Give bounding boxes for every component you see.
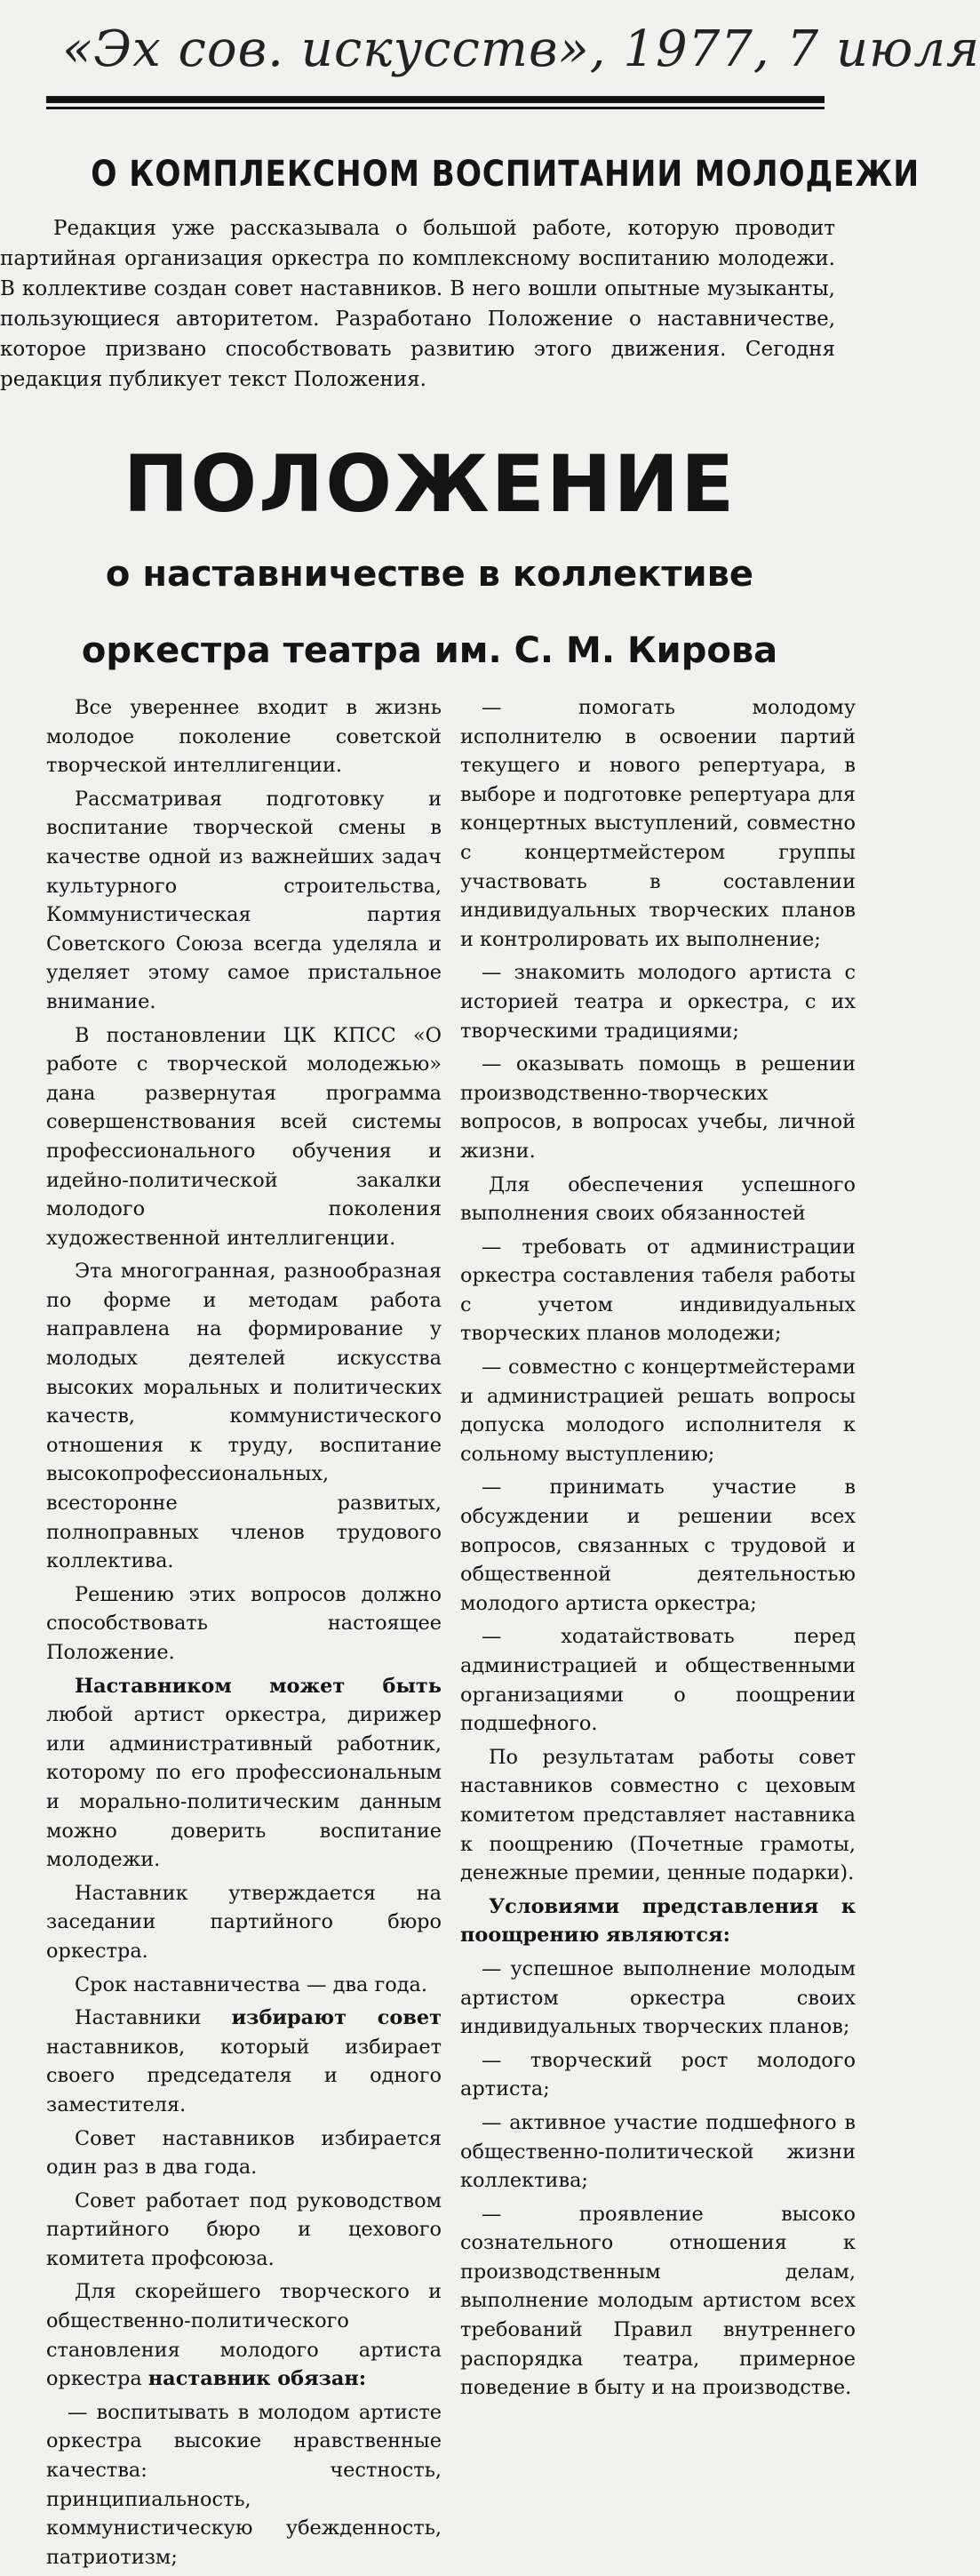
handwritten-source-note: «Эх сов. искусств», 1977, 7 июля <box>62 20 980 78</box>
list-item: — знакомить молодого артиста с историей театра и оркестра, с их творческими традициями; <box>460 961 856 1043</box>
list-item: — оказывать помощь в решении производственно-творческих вопросов, в вопросах учебы, личной жизни. <box>460 1052 856 1163</box>
list-item: — активное участие подшефного в общественно-политической жизни коллектива; <box>460 2110 856 2193</box>
paragraph-text: Наставники <box>75 2006 232 2030</box>
paragraph-text: Для скорейшего творческого и общественно-политического становления молодого артиста оркестра <box>46 2280 442 2391</box>
paragraph: По результатам работы совет наставников совместно с цеховым комитетом представляет наставника к поощрению (Почетные грамоты, денежные премии, ценные подарки). <box>460 1745 856 1885</box>
article-heading: О КОМПЛЕКСНОМ ВОСПИТАНИИ МОЛОДЕЖИ <box>91 154 920 195</box>
right-column <box>460 693 856 2407</box>
paragraph: Наставник утверждается на заседании партийного бюро оркестра. <box>46 1881 442 1963</box>
top-rule-thin <box>46 107 825 109</box>
list-item: — проявление высоко сознательного отношения к производственным делам, выполнение молодым артистом всех требований Правил внутреннего распорядка театра, примерное поведение в быту и на производстве. <box>460 2202 856 2400</box>
document-subtitle-line1: о наставничестве в коллективе <box>105 554 754 595</box>
list-item: — совместно с концертмейстерами и администрацией решать вопросы допуска молодого исполнителя к сольному выступлению; <box>460 1356 856 1466</box>
paragraph: Для обеспечения успешного выполнения своих обязанностей <box>460 1172 856 1226</box>
paragraph: Решению этих вопросов должно способствовать настоящее Положение. <box>46 1582 442 1664</box>
paragraph: Срок наставничества — два года. <box>75 1972 427 1996</box>
list-item: — принимать участие в обсуждении и решении всех вопросов, связанных с трудовой и общественной деятельностью молодого артиста оркестра; <box>460 1476 856 1615</box>
paragraph-text: наставников, который избирает своего председателя и одного заместителя. <box>46 2035 442 2116</box>
paragraph <box>46 2277 442 2393</box>
editorial-intro: Редакция уже рассказывала о большой работе, которую проводит партийная организация оркестра по комплексному воспитанию молодежи. В коллективе создан совет наставников. В него вошли опытные музыканты, пользующиеся авторитетом. Разработано Положение о наставничестве, которое призвано способствовать развитию этого движения. Сегодня редакция публикует текст Положения. <box>0 217 835 391</box>
bold-lead: избирают совет <box>231 2006 442 2030</box>
left-column <box>46 693 442 2576</box>
list-item: — требовать от администрации оркестра составления табеля работы с учетом индивидуальных творческих планов молодежи; <box>460 1235 856 1346</box>
paragraph-text: любой артист оркестра, дирижер или административный работник, которому по его профессиональным и морально-политическим данным можно доверить воспитание молодежи. <box>46 1703 442 1872</box>
paragraph: Совет наставников избирается один раз в два года. <box>46 2126 442 2180</box>
list-item: — помогать молодому исполнителю в освоении партий текущего и нового репертуара, в выборе и подготовке репертуара для концертных выступлений, совместно с концертмейстером группы участвовать в составлении индивидуальных творческих планов и контролировать их выполнение; <box>460 696 856 951</box>
document-subtitle-line2: оркестра театра им. С. М. Кирова <box>81 630 778 671</box>
list-item: — воспитывать в молодом артисте оркестра высокие нравственные качества: честность, принципиальность, коммунистическую убежденность, патриотизм; <box>46 2400 442 2569</box>
list-item: — ходатайствовать перед администрацией и общественными организациями о поощрении подшефного. <box>460 1625 856 1736</box>
document-title: ПОЛОЖЕНИЕ <box>123 438 737 530</box>
paragraph: Рассматривая подготовку и воспитание творческой смены в качестве одной из важнейших задач культурного строительства, Коммунистическая партия Советского Союза всегда уделяла и уделяет этому самое пристальное внимание. <box>46 787 442 1013</box>
paragraph: Совет работает под руководством партийного бюро и цехового комитета профсоюза. <box>46 2188 442 2270</box>
section-lead: Условиями представления к поощрению являются: <box>460 1894 856 1948</box>
list-item: — творческий рост молодого артиста; <box>460 2048 856 2101</box>
list-item: — успешное выполнение молодым артистом оркестра своих индивидуальных творческих планов; <box>460 1956 856 2039</box>
paragraph: Все увереннее входит в жизнь молодое поколение советской творческой интеллигенции. <box>46 696 442 778</box>
paragraph: Эта многогранная, разнообразная по форме и методам работа направлена на формирование у молодых деятелей искусства высоких моральных и политических качеств, коммунистического отношения к труду, воспитание высокопрофессиональных, всесторонне развитых, полноправных членов трудового коллектива. <box>46 1260 442 1573</box>
paragraph <box>46 2004 442 2119</box>
bold-lead: Наставником может быть <box>75 1674 442 1698</box>
paragraph <box>46 1672 442 1875</box>
bold-lead: наставник обязан: <box>147 2367 367 2391</box>
paragraph: В постановлении ЦК КПСС «О работе с творческой молодежью» дана развернутая программа совершенствования всей системы профессионального обучения и идейно-политической закалки молодого поколения художественной интеллигенции. <box>46 1023 442 1250</box>
top-rule-thick <box>46 96 825 103</box>
